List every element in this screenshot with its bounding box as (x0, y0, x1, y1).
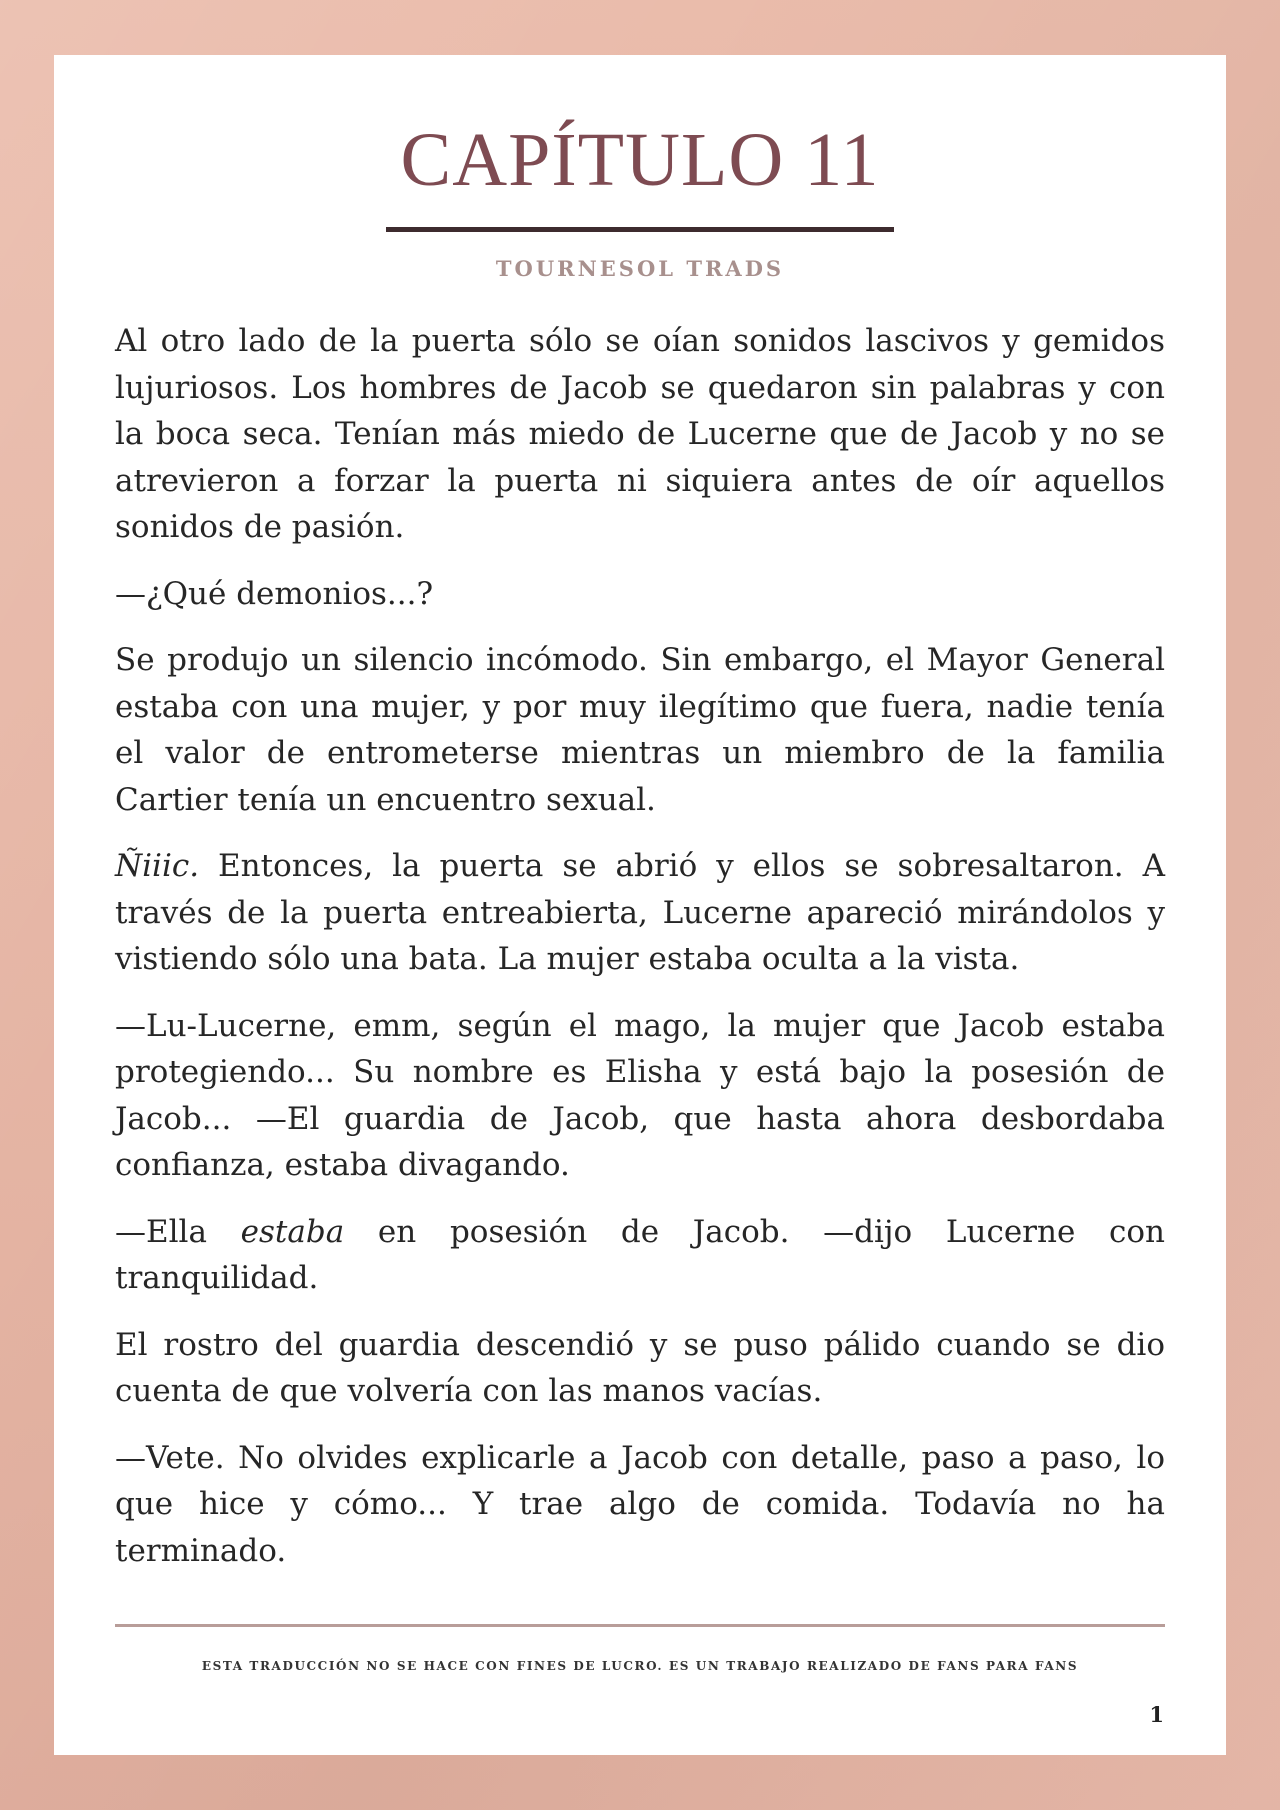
emphasis: estaba (240, 1213, 345, 1250)
paragraph (115, 843, 1165, 983)
paragraph: Al otro lado de la puerta sólo se oían sonidos lascivos y gemidos lujuriosos. Los hombres de Jacob se quedaron sin palabras y con la boca seca. Tenían más miedo de Lucerne que de Jacob y no se atrevieron a forzar la puerta ni siquiera antes de oír aquellos sonidos de pasión. (115, 323, 1165, 545)
paragraph: —¿Qué demonios...? (115, 575, 434, 612)
paragraph: —Lu-Lucerne, emm, según el mago, la mujer que Jacob estaba protegiendo... Su nombre es Elisha y está bajo la posesión de Jacob... —El guardia de Jacob, que hasta ahora desbordaba confianza, estaba divagando. (115, 1007, 1165, 1183)
paragraph (115, 1209, 1165, 1302)
paragraph-text: Entonces, la puerta se abrió y ellos se sobresaltaron. A través de la puerta entreabierta, Lucerne apareció mirándolos y vistiendo sólo una bata. La mujer estaba oculta a la vista. (115, 848, 1165, 977)
chapter-header (54, 115, 1226, 281)
title-divider (386, 227, 894, 232)
chapter-title: CAPÍTULO 11 (400, 118, 880, 202)
translation-group-name: TOURNESOL TRADS (495, 256, 785, 281)
paragraph-text: en posesión de Jacob. —dijo Lucerne con tranquilidad. (115, 1213, 1165, 1296)
footer-disclaimer: ESTA TRADUCCIÓN NO SE HACE CON FINES DE LUCRO. ES UN TRABAJO REALIZADO DE FANS PARA FANS (201, 1659, 1079, 1673)
paragraph: —Vete. No olvides explicarle a Jacob con detalle, paso a paso, lo que hice y cómo... Y trae algo de comida. Todavía no ha terminado. (115, 1439, 1165, 1569)
footer-divider (115, 1624, 1165, 1627)
paragraph: El rostro del guardia descendió y se puso pálido cuando se dio cuenta de que volvería con las manos vacías. (115, 1326, 1165, 1409)
chapter-body (115, 318, 1165, 1594)
page-number: 1 (1149, 1702, 1164, 1727)
paragraph-text: —Ella (115, 1213, 241, 1250)
document-page (54, 55, 1226, 1755)
paragraph: Se produjo un silencio incómodo. Sin embargo, el Mayor General estaba con una mujer, y por muy ilegítimo que fuera, nadie tenía el valor de entrometerse mientras un miembro de la familia Cartier tenía un encuentro sexual. (115, 642, 1165, 818)
onomatopoeia: Ñiiic. (115, 848, 200, 884)
